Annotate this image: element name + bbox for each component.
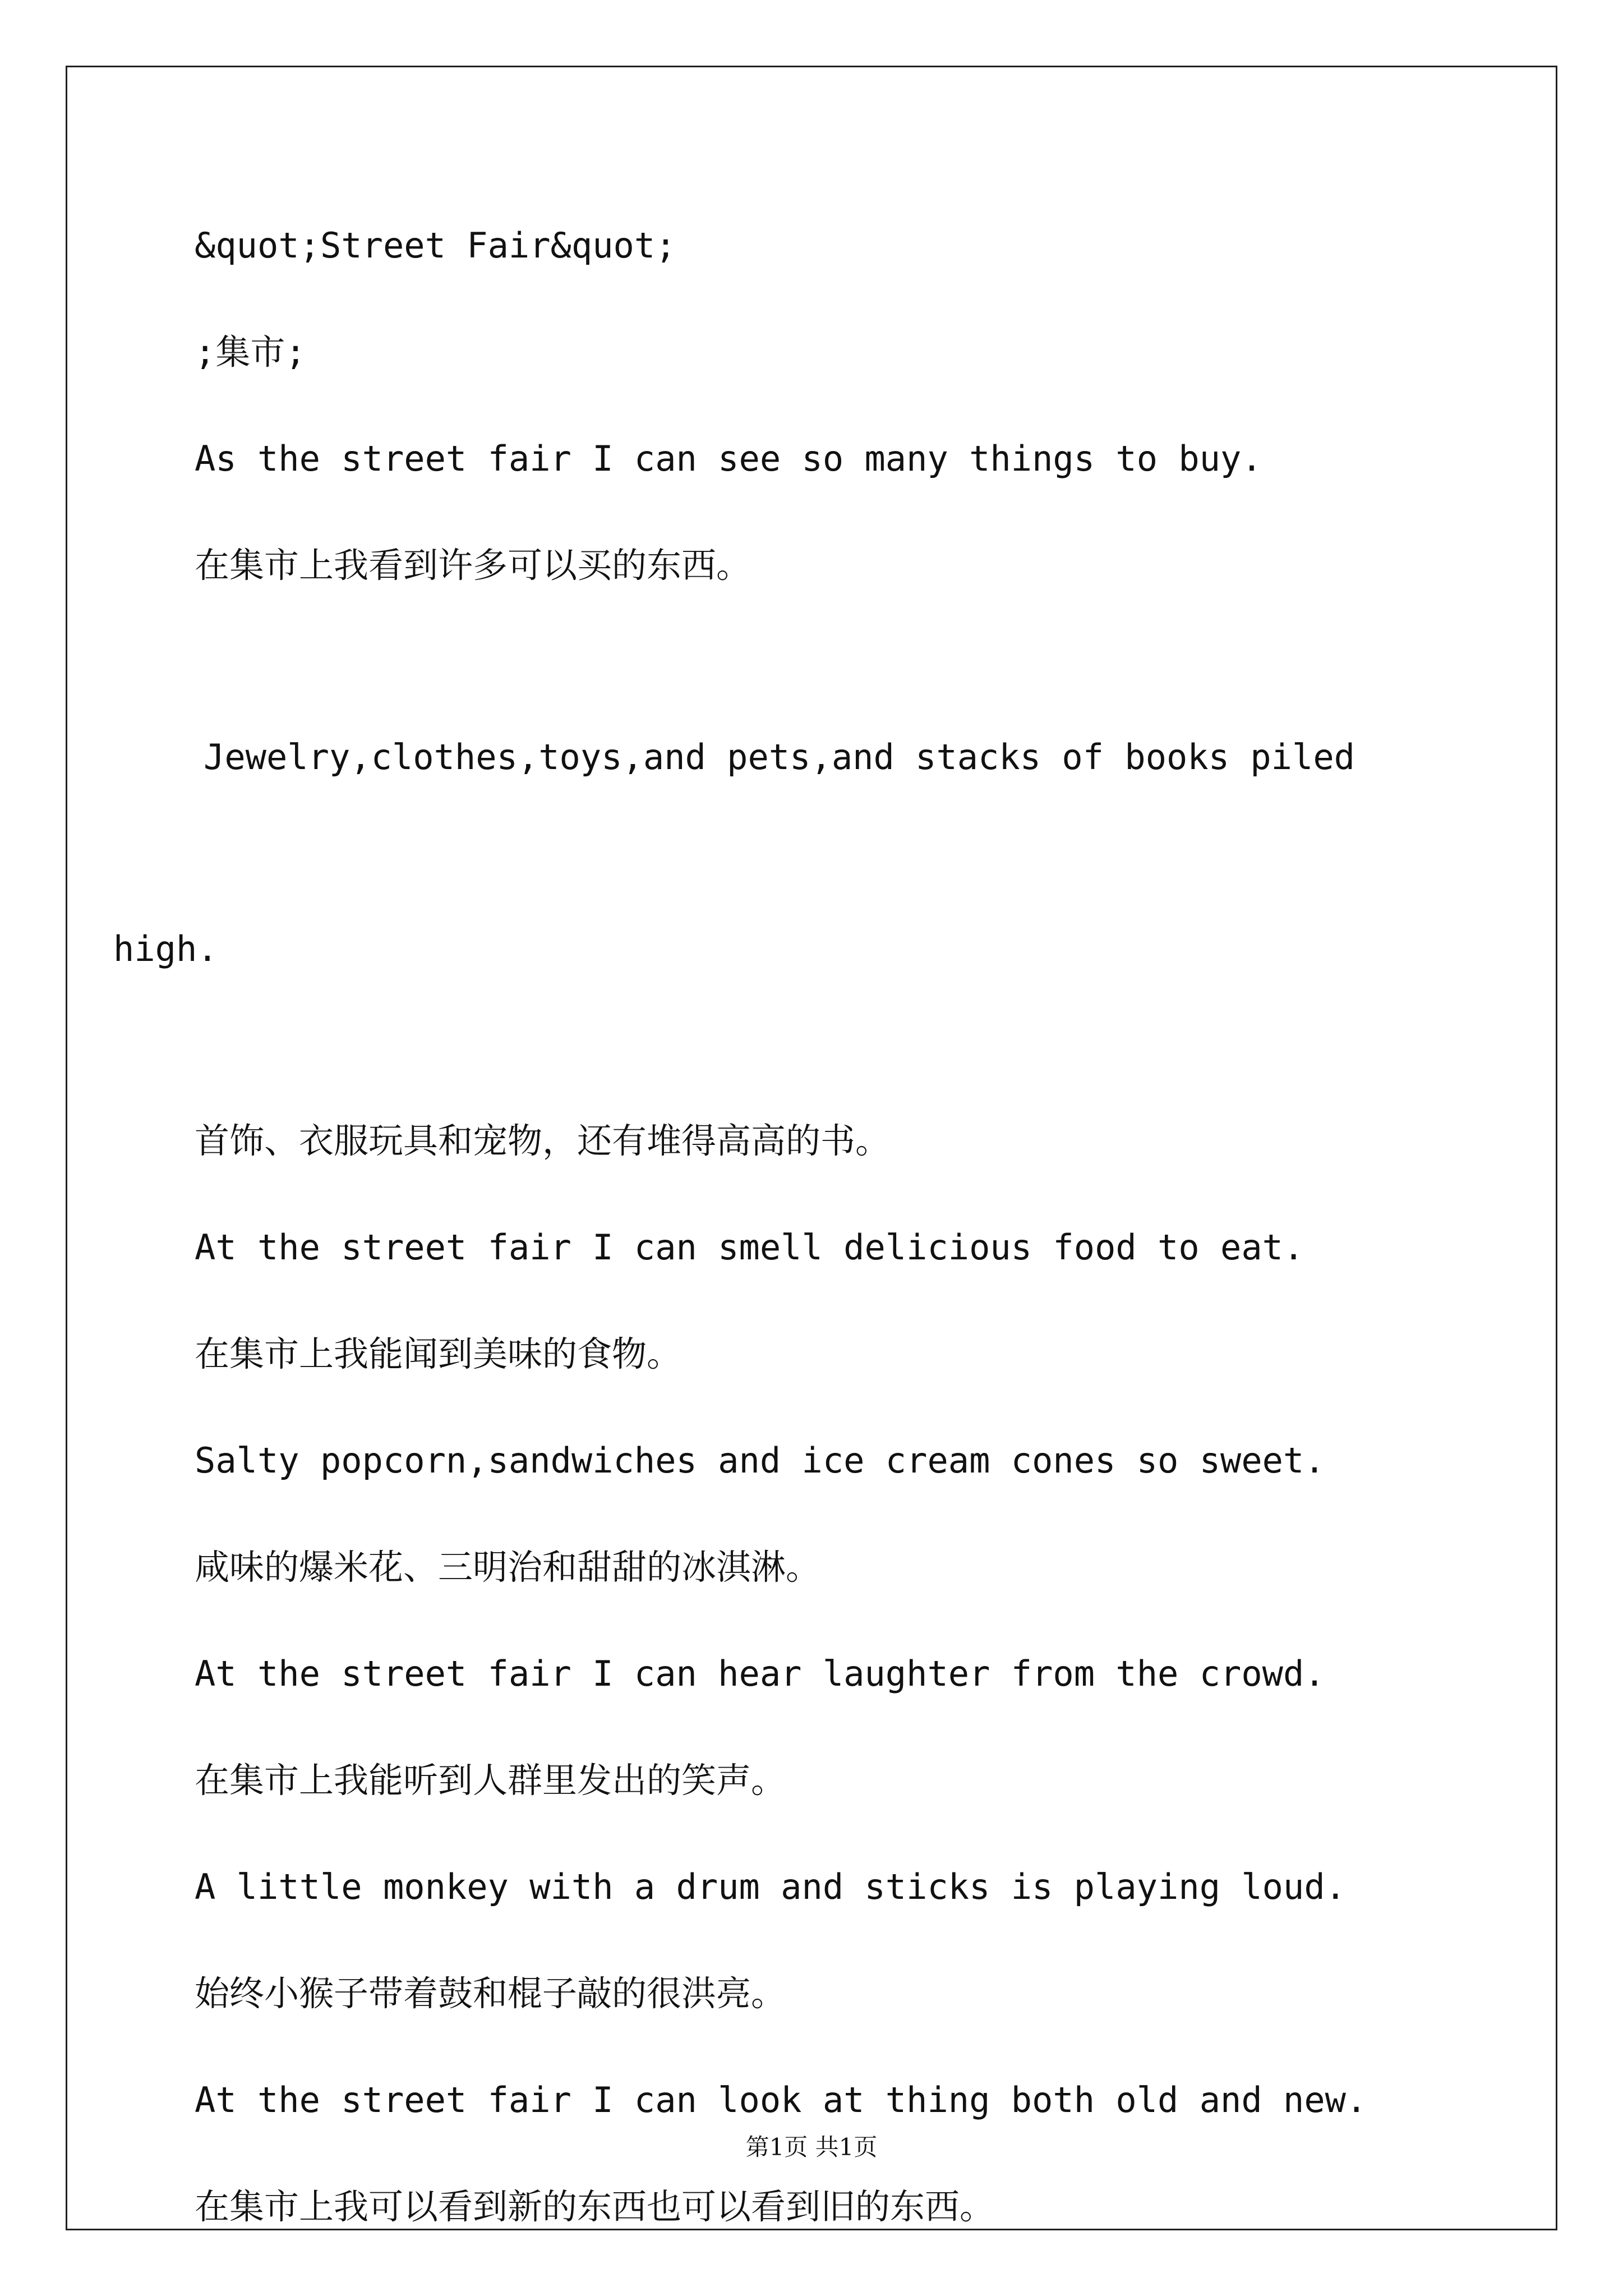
paragraph: Salty popcorn,sandwiches and ice cream cones so sweet. <box>195 1440 1325 1481</box>
title-english: &quot;Street Fair&quot; <box>195 225 676 266</box>
paragraph: 始终小猴子带着鼓和棍子敲的很洪亮。 <box>195 1973 786 2014</box>
paragraph-line: high. <box>113 928 218 969</box>
paragraph: 首饰、衣服玩具和宠物，还有堆得高高的书。 <box>195 1120 891 1161</box>
paragraph: At the street fair I can smell delicious food to eat. <box>195 1227 1304 1268</box>
paragraph: At the street fair I can hear laughter from the crowd. <box>195 1653 1325 1694</box>
paragraph: 咸味的爆米花、三明治和甜甜的冰淇淋。 <box>195 1547 821 1588</box>
paragraph: 在集市上我看到许多可以买的东西。 <box>195 545 751 586</box>
paragraph: 在集市上我可以看到新的东西也可以看到旧的东西。 <box>195 2186 995 2227</box>
document-body <box>113 224 1451 2292</box>
page-footer: 第1页 共1页 <box>745 2133 878 2161</box>
paragraph: 在集市上我能听到人群里发出的笑声。 <box>195 1760 786 1801</box>
paragraph: At the street fair I can look at thing both old and new. <box>195 2079 1367 2120</box>
title-chinese: ;集市; <box>195 332 306 372</box>
paragraph-wrapped <box>113 651 1451 1056</box>
paragraph: 在集市上我能闻到美味的食物。 <box>195 1333 682 1374</box>
paragraph-line: Jewelry,clothes,toys,and pets,and stacks of books piled <box>204 737 1355 777</box>
paragraph: A little monkey with a drum and sticks is playing loud. <box>195 1866 1346 1907</box>
paragraph: As the street fair I can see so many things to buy. <box>195 438 1262 479</box>
